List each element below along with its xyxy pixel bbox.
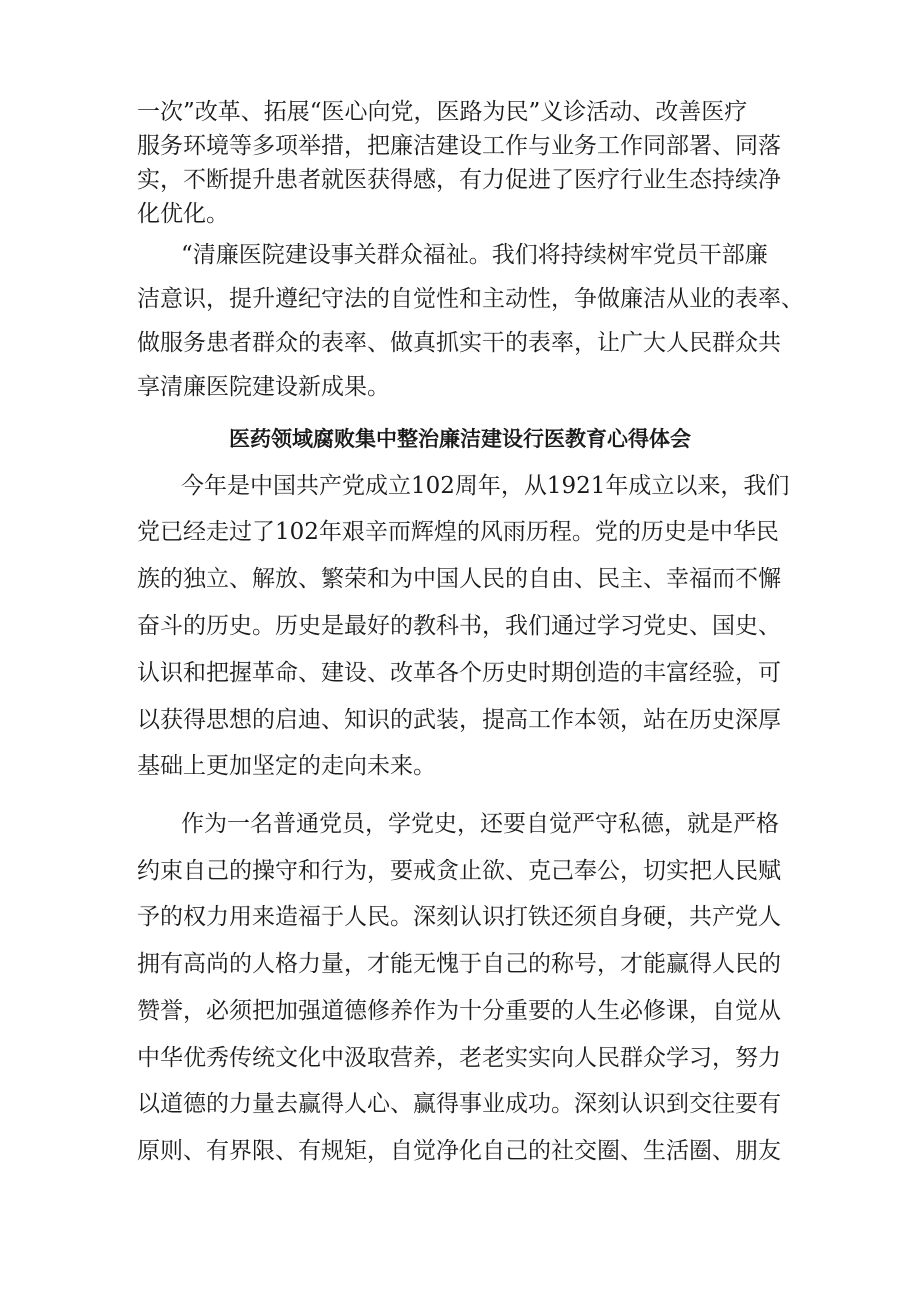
- text-line: 一次”改革、拓展“医心向党，医路为民”义诊活动、改善医疗: [137, 99, 748, 125]
- text-line: 奋斗的历史。历史是最好的教科书，我们通过学习党史、国史、: [137, 613, 781, 639]
- text-line: 约束自己的操守和行为，要戒贪止欲、克己奉公，切实把人民赋: [137, 858, 781, 884]
- text-line: 拥有高尚的人格力量，才能无愧于自己的称号，才能赢得人民的: [137, 951, 781, 977]
- text-line: 原则、有界限、有规矩，自觉净化自己的社交圈、生活圈、朋友: [137, 1138, 781, 1164]
- text-line: 做服务患者群众的表率、做真抓实干的表率，让广大人民群众共: [137, 330, 781, 356]
- text-line: 实，不断提升患者就医获得感，有力促进了医疗行业生态持续净: [137, 167, 781, 193]
- text-line: 予的权力用来造福于人民。深刻认识打铁还须自身硬，共产党人: [137, 904, 781, 930]
- text-line: 作为一名普通党员，学党史，还要自觉严守私德，就是严格: [181, 811, 779, 837]
- text-line: 党已经走过了102年艰辛而辉煌的风雨历程。党的历史是中华民: [137, 519, 779, 545]
- text-line: “清廉医院建设事关群众福祉。我们将持续树牢党员干部廉: [181, 242, 768, 268]
- text-line: 服务环境等多项举措，把廉洁建设工作与业务工作同部署、同落: [137, 133, 781, 159]
- article-title: 医药领域腐败集中整治廉洁建设行医教育心得体会: [229, 426, 691, 451]
- text-line: 以道德的力量去赢得人心、赢得事业成功。深刻认识到交往要有: [137, 1091, 781, 1117]
- text-line: 族的独立、解放、繁荣和为中国人民的自由、民主、幸福而不懈: [137, 566, 781, 592]
- text-line: 以获得思想的启迪、知识的武装，提高工作本领，站在历史深厚: [137, 707, 781, 733]
- text-line: 赞誉，必须把加强道德修养作为十分重要的人生必修课，自觉从: [137, 998, 781, 1024]
- text-line: 基础上更加坚定的走向未来。: [137, 753, 436, 779]
- text-line: 认识和把握革命、建设、改革各个历史时期创造的丰富经验，可: [137, 660, 781, 686]
- text-line: 化优化。: [137, 201, 229, 227]
- text-line: 今年是中国共产党成立102周年，从1921年成立以来，我们: [181, 473, 790, 499]
- text-line: 享清廉医院建设新成果。: [137, 374, 390, 400]
- text-line: 洁意识，提升遵纪守法的自觉性和主动性，争做廉洁从业的表率、: [137, 286, 804, 312]
- text-line: 中华优秀传统文化中汲取营养，老老实实向人民群众学习，努力: [137, 1045, 781, 1071]
